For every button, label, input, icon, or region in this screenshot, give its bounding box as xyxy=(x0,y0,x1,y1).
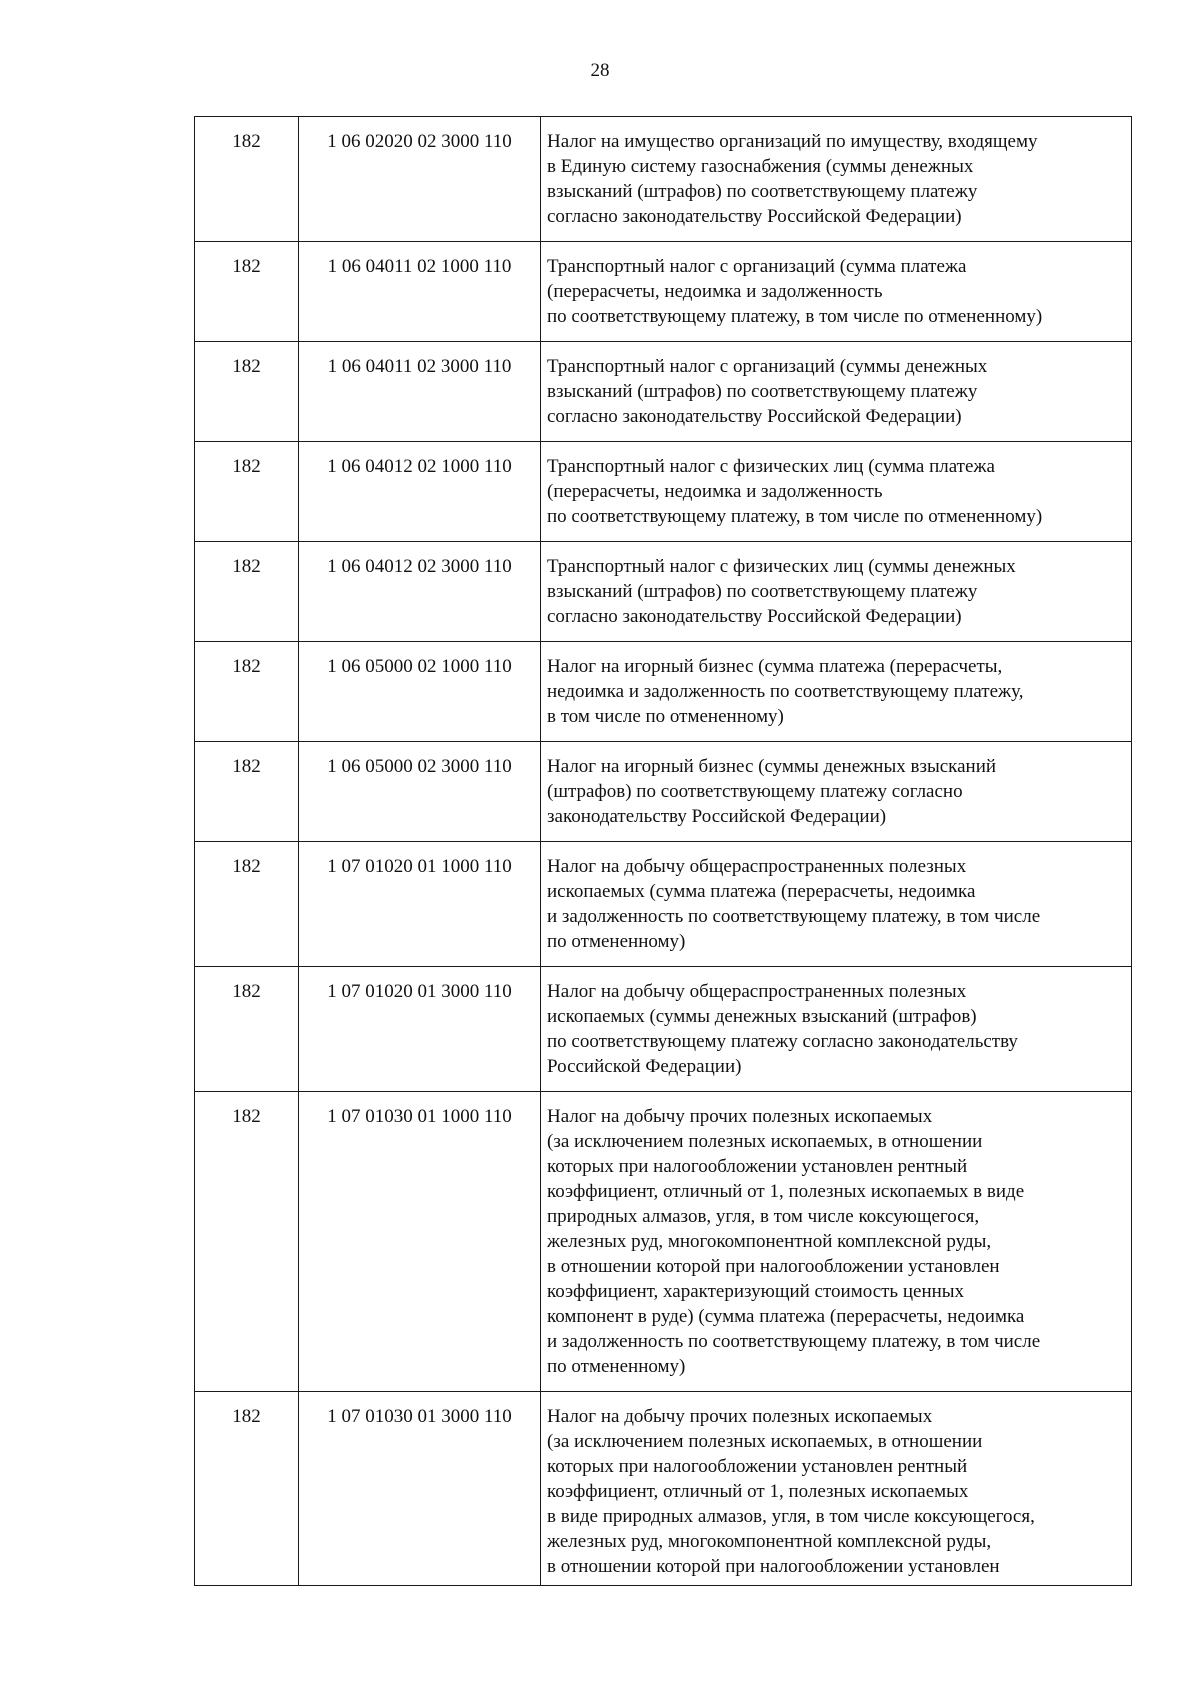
admin-code-cell: 182 xyxy=(195,742,299,842)
table-row xyxy=(195,642,1132,742)
budget-code-cell: 1 06 02020 02 3000 110 xyxy=(299,117,541,242)
revenue-name-line: коэффициент, отличный от 1, полезных ископаемых xyxy=(547,1481,969,1502)
revenue-name-line: по соответствующему платежу согласно законодательству xyxy=(547,1031,1018,1052)
revenue-name-line: недоимка и задолженность по соответствующему платежу, xyxy=(547,681,1024,702)
revenue-name-line: в Единую систему газоснабжения (суммы денежных xyxy=(547,156,974,177)
revenue-name-line: которых при налогообложении установлен рентный xyxy=(547,1456,968,1477)
admin-code-cell: 182 xyxy=(195,117,299,242)
admin-code-cell: 182 xyxy=(195,642,299,742)
revenue-name-cell xyxy=(541,342,1132,442)
revenue-name-line: по отмененному) xyxy=(547,1356,686,1377)
revenue-name-line: Российской Федерации) xyxy=(547,1056,742,1077)
admin-code-cell: 182 xyxy=(195,1392,299,1586)
revenue-name-cell xyxy=(541,242,1132,342)
table-row xyxy=(195,1092,1132,1392)
revenue-name-line: в отношении которой при налогообложении установлен xyxy=(547,1256,1000,1277)
table-row xyxy=(195,442,1132,542)
budget-code-cell: 1 06 04012 02 3000 110 xyxy=(299,542,541,642)
revenue-name-line: взысканий (штрафов) по соответствующему платежу xyxy=(547,581,978,602)
revenue-name-line: Налог на добычу прочих полезных ископаемых xyxy=(547,1106,933,1127)
table-row xyxy=(195,842,1132,967)
page-number: 28 xyxy=(590,60,610,81)
revenue-name-line: Налог на имущество организаций по имуществу, входящему xyxy=(547,131,1038,152)
table-row xyxy=(195,242,1132,342)
revenue-name-line: ископаемых (сумма платежа (перерасчеты, недоимка xyxy=(547,881,976,902)
budget-code-cell: 1 06 05000 02 3000 110 xyxy=(299,742,541,842)
revenue-name-line: Транспортный налог с физических лиц (суммы денежных xyxy=(547,556,1016,577)
revenue-name-cell xyxy=(541,117,1132,242)
table-row xyxy=(195,342,1132,442)
revenue-name-line: согласно законодательству Российской Федерации) xyxy=(547,406,962,427)
revenue-name-line: Налог на игорный бизнес (сумма платежа (перерасчеты, xyxy=(547,656,1003,677)
admin-code-cell: 182 xyxy=(195,442,299,542)
budget-code-cell: 1 07 01030 01 1000 110 xyxy=(299,1092,541,1392)
budget-code-cell: 1 07 01030 01 3000 110 xyxy=(299,1392,541,1586)
revenue-name-cell xyxy=(541,842,1132,967)
revenue-name-line: Транспортный налог с организаций (суммы денежных xyxy=(547,356,988,377)
revenue-name-line: и задолженность по соответствующему платежу, в том числе xyxy=(547,1331,1041,1352)
revenue-name-line: железных руд, многокомпонентной комплексной руды, xyxy=(547,1531,992,1552)
revenue-name-line: в виде природных алмазов, угля, в том числе коксующегося, xyxy=(547,1506,1035,1527)
budget-code-cell: 1 06 04011 02 1000 110 xyxy=(299,242,541,342)
budget-code-cell: 1 06 04012 02 1000 110 xyxy=(299,442,541,542)
admin-code-cell: 182 xyxy=(195,542,299,642)
revenue-name-cell xyxy=(541,742,1132,842)
revenue-name-line: Налог на добычу прочих полезных ископаемых xyxy=(547,1406,933,1427)
revenue-name-line: по соответствующему платежу, в том числе по отмененному) xyxy=(547,306,1043,327)
revenue-name-line: Налог на игорный бизнес (суммы денежных взысканий xyxy=(547,756,997,777)
revenue-name-line: ископаемых (суммы денежных взысканий (штрафов) xyxy=(547,1006,977,1027)
revenue-name-line: по отмененному) xyxy=(547,931,686,952)
revenue-name-line: Транспортный налог с физических лиц (сумма платежа xyxy=(547,456,995,477)
revenue-name-line: согласно законодательству Российской Федерации) xyxy=(547,206,962,227)
table-body xyxy=(195,117,1132,1586)
revenue-name-line: взысканий (штрафов) по соответствующему платежу xyxy=(547,381,978,402)
revenue-name-line: Налог на добычу общераспространенных полезных xyxy=(547,856,967,877)
revenue-name-cell xyxy=(541,1092,1132,1392)
revenue-name-line: (штрафов) по соответствующему платежу согласно xyxy=(547,781,963,802)
revenue-name-line: Налог на добычу общераспространенных полезных xyxy=(547,981,967,1002)
table-row xyxy=(195,117,1132,242)
revenue-name-line: законодательству Российской Федерации) xyxy=(547,806,887,827)
budget-code-cell: 1 06 04011 02 3000 110 xyxy=(299,342,541,442)
budget-classification-table xyxy=(194,116,1132,1586)
revenue-name-line: в том числе по отмененному) xyxy=(547,706,784,727)
revenue-name-line: по соответствующему платежу, в том числе по отмененному) xyxy=(547,506,1043,527)
budget-code-cell: 1 07 01020 01 1000 110 xyxy=(299,842,541,967)
revenue-name-line: (перерасчеты, недоимка и задолженность xyxy=(547,281,883,302)
revenue-name-line: коэффициент, отличный от 1, полезных ископаемых в виде xyxy=(547,1181,1025,1202)
table-row xyxy=(195,967,1132,1092)
table-row xyxy=(195,1392,1132,1586)
revenue-name-cell xyxy=(541,542,1132,642)
revenue-name-cell xyxy=(541,442,1132,542)
revenue-name-line: коэффициент, характеризующий стоимость ценных xyxy=(547,1281,965,1302)
admin-code-cell: 182 xyxy=(195,1092,299,1392)
revenue-name-line: (за исключением полезных ископаемых, в отношении xyxy=(547,1431,983,1452)
admin-code-cell: 182 xyxy=(195,242,299,342)
revenue-name-cell xyxy=(541,1392,1132,1586)
revenue-name-line: в отношении которой при налогообложении установлен xyxy=(547,1556,1000,1577)
revenue-name-line: природных алмазов, угля, в том числе коксующегося, xyxy=(547,1206,980,1227)
admin-code-cell: 182 xyxy=(195,967,299,1092)
revenue-name-line: (за исключением полезных ископаемых, в отношении xyxy=(547,1131,983,1152)
revenue-name-line: согласно законодательству Российской Федерации) xyxy=(547,606,962,627)
budget-code-cell: 1 07 01020 01 3000 110 xyxy=(299,967,541,1092)
admin-code-cell: 182 xyxy=(195,842,299,967)
table-row xyxy=(195,742,1132,842)
revenue-name-line: Транспортный налог с организаций (сумма платежа xyxy=(547,256,967,277)
budget-code-cell: 1 06 05000 02 1000 110 xyxy=(299,642,541,742)
admin-code-cell: 182 xyxy=(195,342,299,442)
revenue-name-line: компонент в руде) (сумма платежа (перерасчеты, недоимка xyxy=(547,1306,1025,1327)
revenue-name-line: взысканий (штрафов) по соответствующему платежу xyxy=(547,181,978,202)
revenue-name-line: которых при налогообложении установлен рентный xyxy=(547,1156,968,1177)
revenue-name-cell xyxy=(541,967,1132,1092)
table-row xyxy=(195,542,1132,642)
revenue-name-line: и задолженность по соответствующему платежу, в том числе xyxy=(547,906,1041,927)
revenue-name-line: железных руд, многокомпонентной комплексной руды, xyxy=(547,1231,992,1252)
revenue-name-line: (перерасчеты, недоимка и задолженность xyxy=(547,481,883,502)
revenue-name-cell xyxy=(541,642,1132,742)
